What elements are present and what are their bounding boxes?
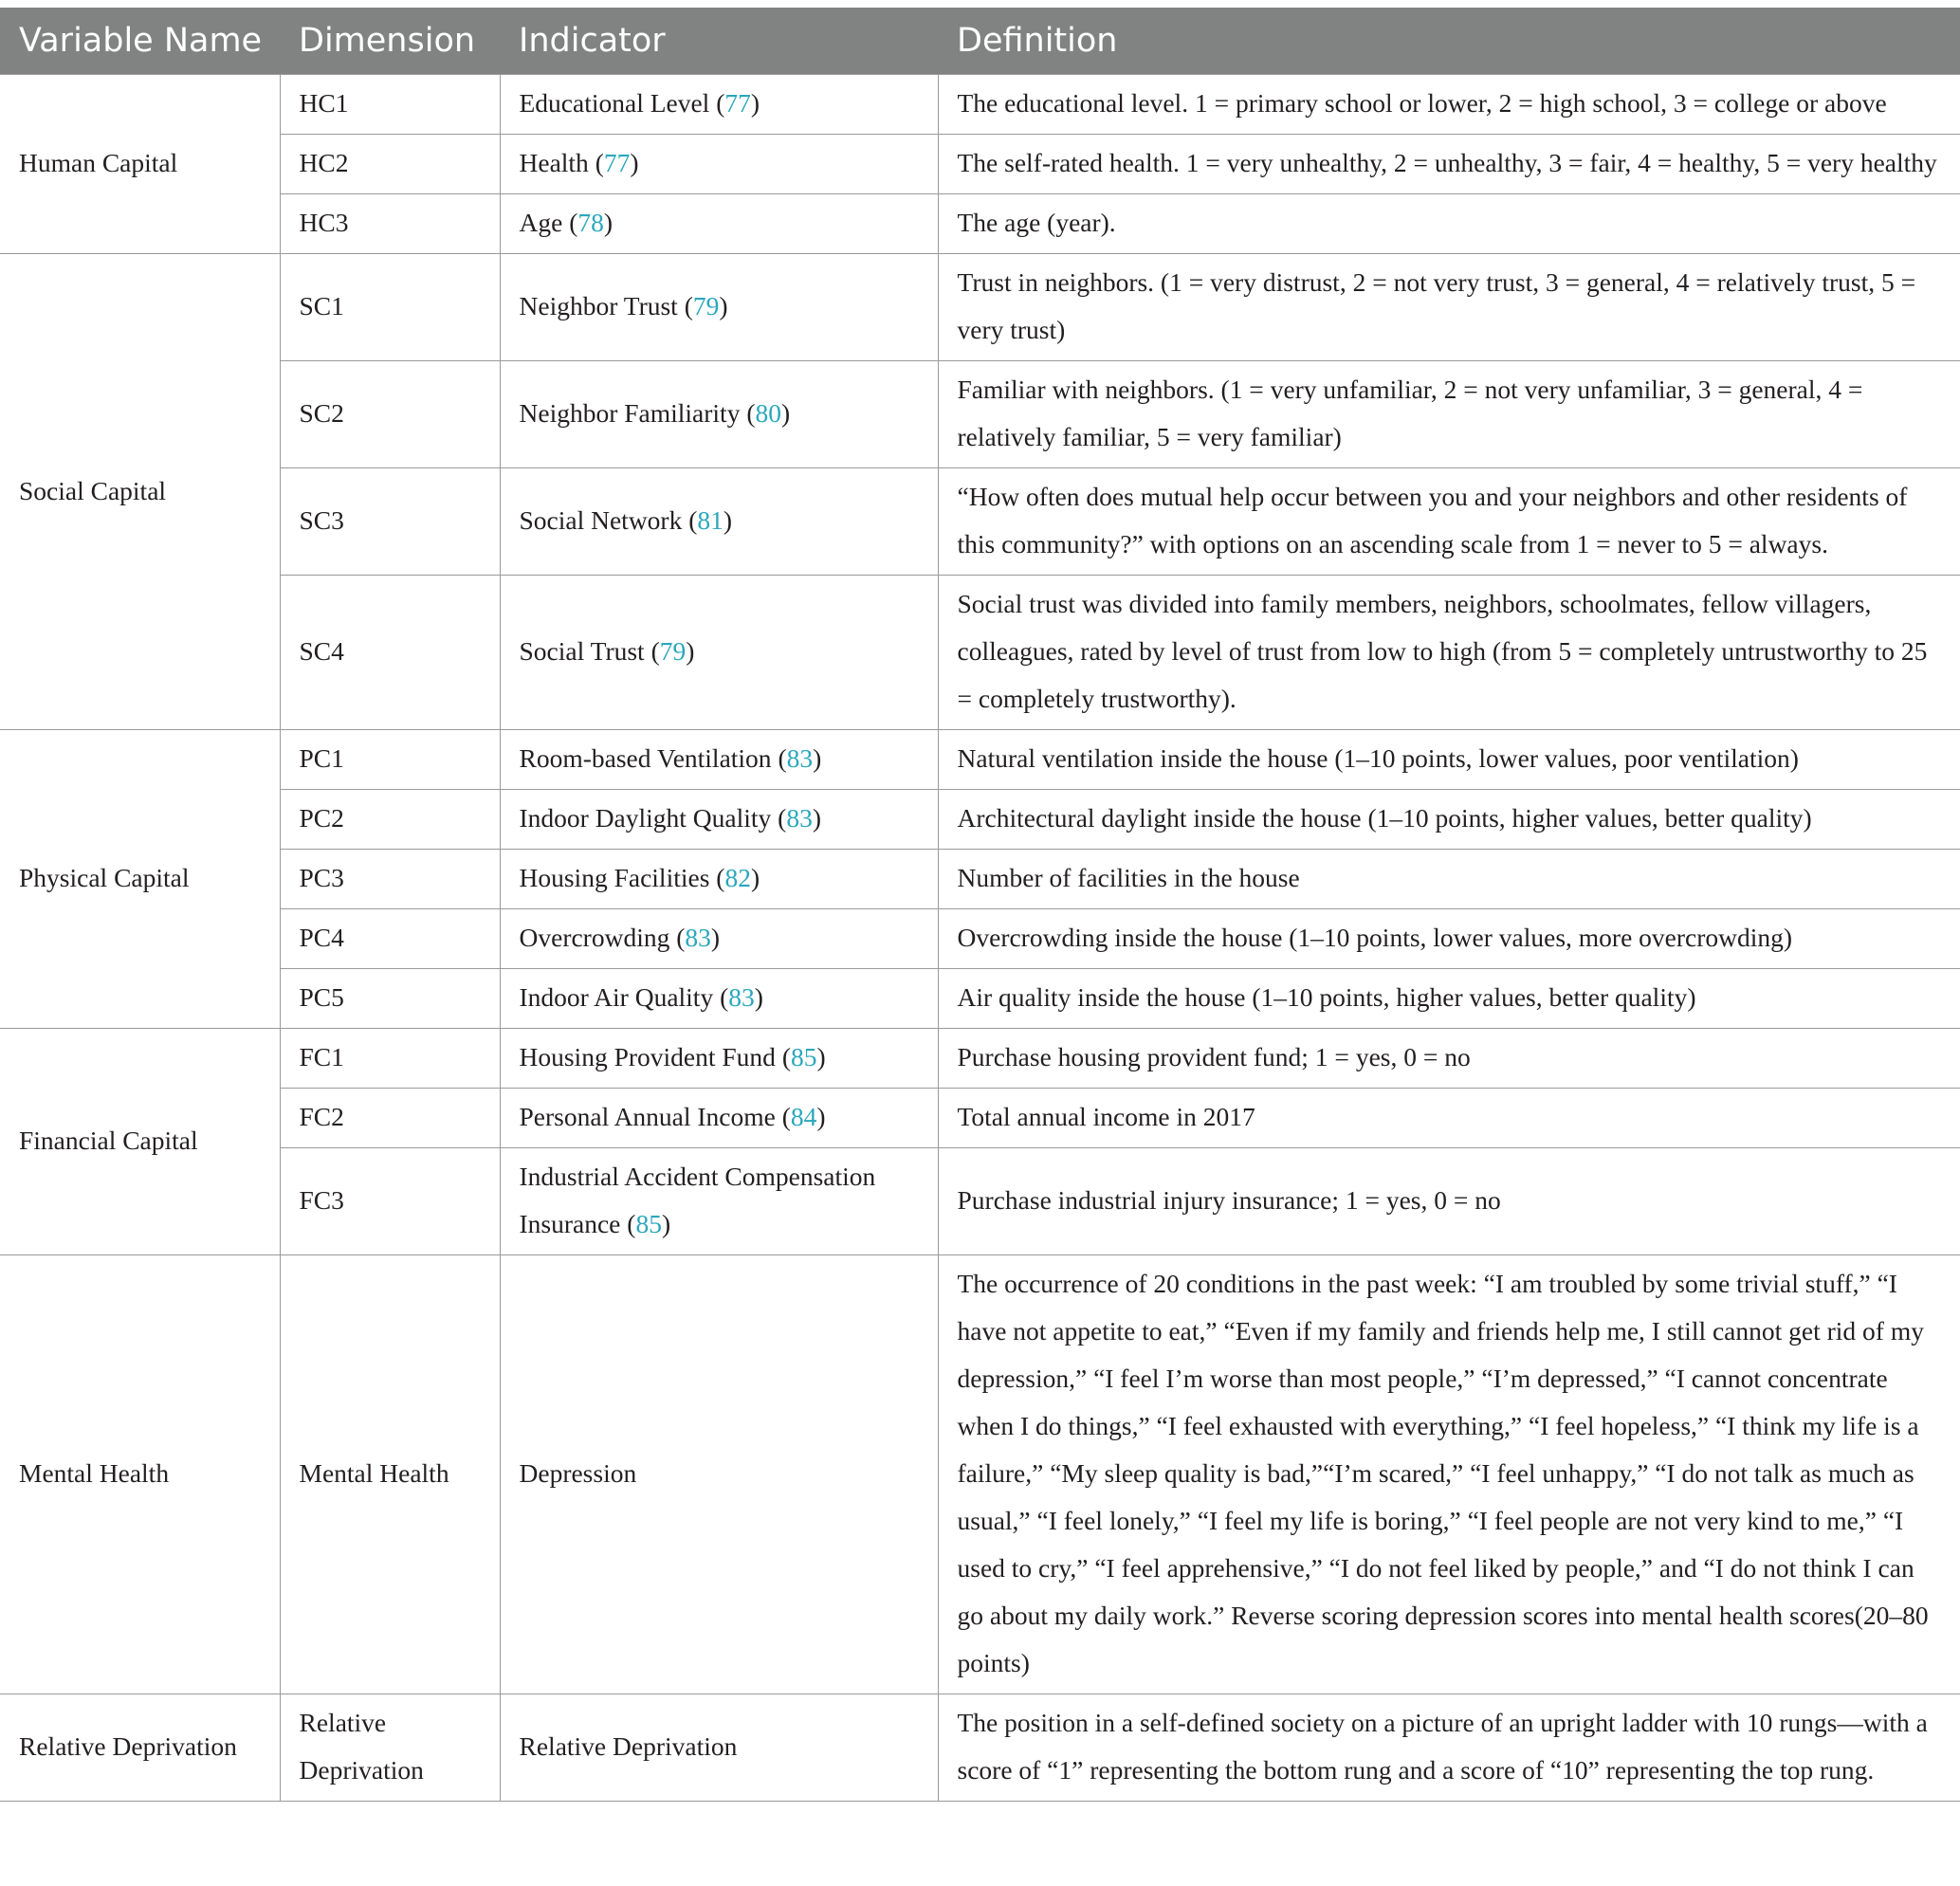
- dimension-cell: Relative Deprivation: [280, 1694, 500, 1802]
- header-indicator: Indicator: [500, 8, 938, 75]
- reference-link[interactable]: 79: [692, 291, 720, 320]
- definition-cell: Air quality inside the house (1–10 points, higher values, better quality): [938, 969, 1960, 1029]
- indicator-cell: Room-based Ventilation (83): [500, 730, 938, 790]
- dimension-cell: HC2: [280, 135, 500, 194]
- definition-cell: Purchase industrial injury insurance; 1 = yes, 0 = no: [938, 1148, 1960, 1255]
- definition-cell: The position in a self-defined society on a picture of an upright ladder with 10 rungs—with a score of “1” representing the bottom rung and a score of “10” representing the top rung.: [938, 1694, 1960, 1802]
- indicator-label: Overcrowding: [519, 923, 670, 952]
- table-row: [0, 135, 1960, 194]
- definition-cell: “How often does mutual help occur between you and your neighbors and other residents of this community?” with options on an ascending scale from 1 = never to 5 = always.: [938, 468, 1960, 576]
- variables-table: [0, 8, 1960, 1802]
- indicator-label: Room-based Ventilation: [519, 743, 772, 773]
- reference-link[interactable]: 85: [635, 1209, 662, 1238]
- definition-cell: The self-rated health. 1 = very unhealthy, 2 = unhealthy, 3 = fair, 4 = healthy, 5 = very healthy: [938, 135, 1960, 194]
- reference-link[interactable]: 77: [724, 88, 751, 118]
- reference-link[interactable]: 83: [685, 923, 711, 952]
- dimension-cell: Mental Health: [280, 1255, 500, 1694]
- indicator-cell: Personal Annual Income (84): [500, 1089, 938, 1148]
- indicator-cell: Neighbor Trust (79): [500, 254, 938, 361]
- reference-link[interactable]: 85: [790, 1042, 817, 1071]
- definition-cell: Total annual income in 2017: [938, 1089, 1960, 1148]
- definition-cell: Architectural daylight inside the house (1–10 points, higher values, better quality): [938, 790, 1960, 850]
- definition-cell: Number of facilities in the house: [938, 850, 1960, 909]
- table-row: [0, 576, 1960, 730]
- table-row: [0, 1089, 1960, 1148]
- indicator-label: Social Trust: [519, 636, 645, 666]
- table-body: [0, 75, 1960, 1802]
- table-header: [0, 8, 1960, 75]
- indicator-cell: Overcrowding (83): [500, 909, 938, 969]
- dimension-cell: PC3: [280, 850, 500, 909]
- indicator-cell: Social Network (81): [500, 468, 938, 576]
- dimension-cell: SC3: [280, 468, 500, 576]
- dimension-cell: SC2: [280, 361, 500, 468]
- dimension-cell: HC3: [280, 194, 500, 254]
- variable-name-cell: Mental Health: [0, 1255, 280, 1694]
- header-row: [0, 8, 1960, 75]
- reference-link[interactable]: 79: [659, 636, 687, 666]
- table-row: [0, 361, 1960, 468]
- dimension-cell: PC2: [280, 790, 500, 850]
- reference-link[interactable]: 80: [755, 398, 781, 428]
- table-row: [0, 909, 1960, 969]
- dimension-cell: SC1: [280, 254, 500, 361]
- definition-cell: Trust in neighbors. (1 = very distrust, 2 = not very trust, 3 = general, 4 = relatively trust, 5 = very trust): [938, 254, 1960, 361]
- definition-cell: Overcrowding inside the house (1–10 points, lower values, more overcrowding): [938, 909, 1960, 969]
- indicator-cell: Indoor Air Quality (83): [500, 969, 938, 1029]
- variable-name-cell: Social Capital: [0, 254, 280, 730]
- variable-name-cell: Human Capital: [0, 75, 280, 254]
- indicator-label: Health: [519, 148, 589, 177]
- table-row: [0, 254, 1960, 361]
- header-definition: Definition: [938, 8, 1960, 75]
- indicator-cell: Age (78): [500, 194, 938, 254]
- indicator-cell: Industrial Accident Compensation Insurance (85): [500, 1148, 938, 1255]
- variable-name-cell: Financial Capital: [0, 1029, 280, 1255]
- indicator-label: Age: [519, 208, 563, 237]
- indicator-cell: [500, 1694, 938, 1802]
- table-row: [0, 730, 1960, 790]
- indicator-label: Neighbor Trust: [519, 291, 678, 320]
- indicator-label: Industrial Accident Compensation Insurance: [519, 1162, 876, 1238]
- variables-table-container: [0, 8, 1960, 1802]
- reference-link[interactable]: 83: [728, 982, 755, 1012]
- variable-name-cell: Relative Deprivation: [0, 1694, 280, 1802]
- reference-link[interactable]: 83: [786, 743, 814, 773]
- dimension-cell: FC1: [280, 1029, 500, 1089]
- reference-link[interactable]: 77: [603, 148, 631, 177]
- indicator-cell: Health (77): [500, 135, 938, 194]
- reference-link[interactable]: 81: [697, 505, 724, 535]
- definition-cell: The occurrence of 20 conditions in the past week: “I am troubled by some trivial stuff,” “I have not appetite to eat,” “Even if my family and friends help me, I still cannot get rid of my depression,” “I feel I’m worse than most people,” “I’m depressed,” “I cannot concentrate when I do things,” “I feel exhausted with everything,” “I feel hopeless,” “I think my life is a failure,” “My sleep quality is bad,”“I’m scared,” “I feel unhappy,” “I do not talk as much as usual,” “I feel lonely,” “I feel my life is boring,” “I feel people are not very kind to me,” “I used to cry,” “I feel apprehensive,” “I do not feel liked by people,” and “I do not think I can go about my daily work.” Reverse scoring depression scores into mental health scores(20–80 points): [938, 1255, 1960, 1694]
- header-dimension: Dimension: [280, 8, 500, 75]
- indicator-label: Personal Annual Income: [519, 1102, 776, 1131]
- indicator-cell: [500, 1255, 938, 1694]
- dimension-cell: PC1: [280, 730, 500, 790]
- indicator-cell: Housing Facilities (82): [500, 850, 938, 909]
- definition-cell: Natural ventilation inside the house (1–10 points, lower values, poor ventilation): [938, 730, 1960, 790]
- table-row: [0, 1255, 1960, 1694]
- table-row: [0, 1148, 1960, 1255]
- indicator-cell: Housing Provident Fund (85): [500, 1029, 938, 1089]
- reference-link[interactable]: 83: [786, 803, 813, 833]
- indicator-cell: Indoor Daylight Quality (83): [500, 790, 938, 850]
- indicator-label: Social Network: [519, 505, 683, 535]
- indicator-label: Housing Provident Fund: [519, 1042, 776, 1071]
- table-row: [0, 75, 1960, 135]
- indicator-cell: Social Trust (79): [500, 576, 938, 730]
- indicator-cell: Educational Level (77): [500, 75, 938, 135]
- indicator-label: Relative Deprivation: [519, 1731, 738, 1761]
- definition-cell: Social trust was divided into family members, neighbors, schoolmates, fellow villagers, colleagues, rated by level of trust from low to high (from 5 = completely untrustworthy to 25 = completely trustworthy).: [938, 576, 1960, 730]
- definition-cell: The educational level. 1 = primary school or lower, 2 = high school, 3 = college or above: [938, 75, 1960, 135]
- indicator-label: Educational Level: [519, 88, 710, 118]
- indicator-label: Housing Facilities: [519, 863, 710, 892]
- reference-link[interactable]: 78: [577, 208, 604, 237]
- table-row: [0, 1694, 1960, 1802]
- definition-cell: The age (year).: [938, 194, 1960, 254]
- indicator-cell: Neighbor Familiarity (80): [500, 361, 938, 468]
- table-row: [0, 194, 1960, 254]
- dimension-cell: PC4: [280, 909, 500, 969]
- table-row: [0, 969, 1960, 1029]
- reference-link[interactable]: 84: [790, 1102, 817, 1131]
- indicator-label: Indoor Air Quality: [519, 982, 714, 1012]
- dimension-cell: HC1: [280, 75, 500, 135]
- dimension-cell: PC5: [280, 969, 500, 1029]
- table-row: [0, 850, 1960, 909]
- definition-cell: Purchase housing provident fund; 1 = yes, 0 = no: [938, 1029, 1960, 1089]
- definition-cell: Familiar with neighbors. (1 = very unfamiliar, 2 = not very unfamiliar, 3 = general, 4 = relatively familiar, 5 = very familiar): [938, 361, 1960, 468]
- table-row: [0, 468, 1960, 576]
- header-variable-name: Variable Name: [0, 8, 280, 75]
- variable-name-cell: Physical Capital: [0, 730, 280, 1029]
- indicator-label: Neighbor Familiarity: [519, 398, 741, 428]
- table-row: [0, 790, 1960, 850]
- table-row: [0, 1029, 1960, 1089]
- indicator-label: Indoor Daylight Quality: [519, 803, 772, 833]
- dimension-cell: FC3: [280, 1148, 500, 1255]
- dimension-cell: SC4: [280, 576, 500, 730]
- reference-link[interactable]: 82: [724, 863, 751, 892]
- indicator-label: Depression: [519, 1458, 637, 1488]
- dimension-cell: FC2: [280, 1089, 500, 1148]
